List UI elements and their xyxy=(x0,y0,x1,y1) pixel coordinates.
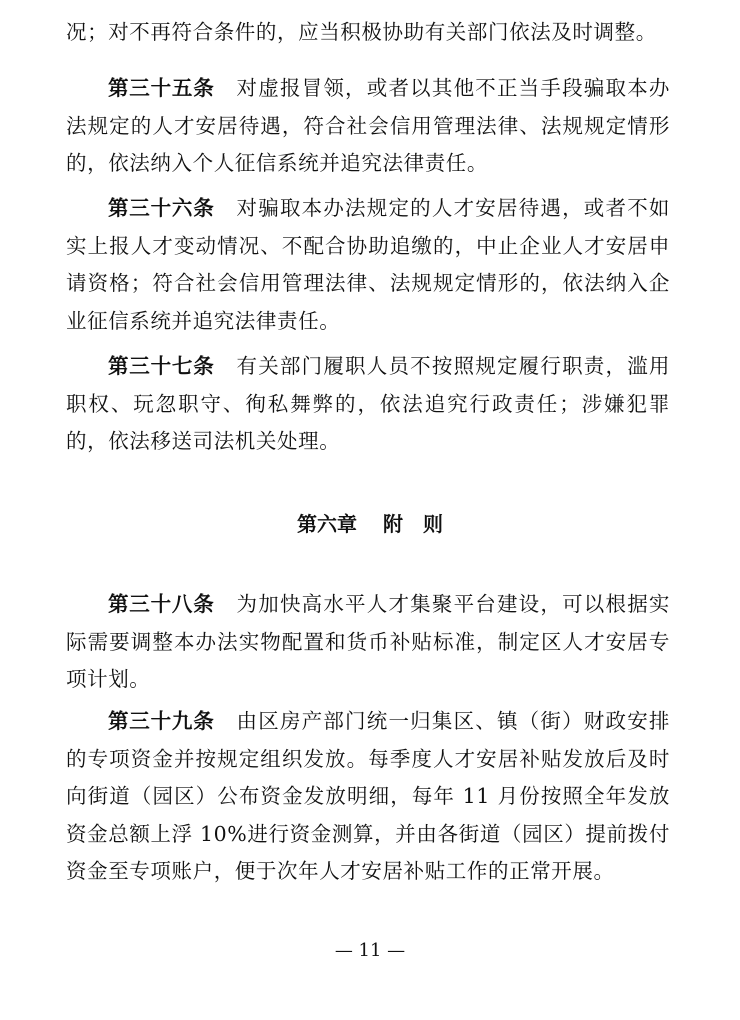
page-number: — 11 — xyxy=(334,940,406,961)
article-label: 第三十八条 xyxy=(108,592,215,616)
article-text: 对骗取本办法规定的人才安居待遇，或者不如实上报人才变动情况、不配合协助追缴的，中止企业人才安居申请资格；符合社会信用管理法律、法规规定情形的，依法纳入企业征信系统并追究法律责任。 xyxy=(66,196,671,333)
article-37 xyxy=(66,348,670,461)
chapter-number: 第六章 xyxy=(297,512,357,536)
article-text: 对虚报冒领，或者以其他不正当手段骗取本办法规定的人才安居待遇，符合社会信用管理法律、法规规定情形的，依法纳入个人征信系统并追究法律责任。 xyxy=(66,76,671,175)
article-35 xyxy=(66,70,670,183)
article-label: 第三十九条 xyxy=(108,709,215,733)
article-text: 有关部门履职人员不按照规定履行职责，滥用职权、玩忽职守、徇私舞弊的，依法追究行政责任；涉嫌犯罪的，依法移送司法机关处理。 xyxy=(66,354,671,453)
article-label: 第三十七条 xyxy=(108,354,215,378)
article-text: 由区房产部门统一归集区、镇（街）财政安排的专项资金并按规定组织发放。每季度人才安居补贴发放后及时向街道（园区）公布资金发放明细，每年 11 月份按照全年发放资金总额上浮 10%进行资金测算，并由各街道（园区）提前拨付资金至专项账户，便于次年人才安居补贴工作的正常开展。 xyxy=(66,709,671,883)
article-39 xyxy=(66,703,670,891)
chapter-heading xyxy=(0,506,740,542)
article-38 xyxy=(66,586,670,699)
continuation-paragraph: 况；对不再符合条件的，应当积极协助有关部门依法及时调整。 xyxy=(66,20,657,44)
article-36 xyxy=(66,190,670,340)
article-label: 第三十六条 xyxy=(108,196,215,220)
chapter-title: 附 则 xyxy=(383,512,443,536)
article-text: 为加快高水平人才集聚平台建设，可以根据实际需要调整本办法实物配置和货币补贴标准，制定区人才安居专项计划。 xyxy=(66,592,671,691)
article-label: 第三十五条 xyxy=(108,76,215,100)
